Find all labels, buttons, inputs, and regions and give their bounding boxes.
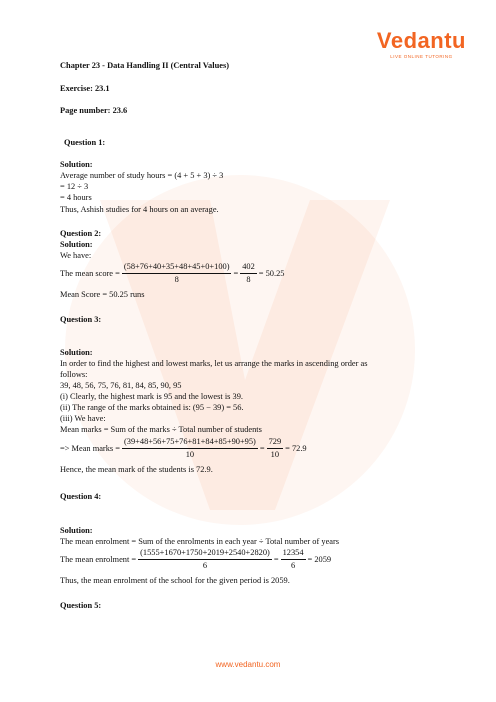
q3-fraction-1	[122, 437, 258, 460]
q2-mean-equation	[60, 262, 284, 285]
q3-mean-formula: Mean marks = Sum of the marks ÷ Total number of students	[60, 425, 262, 434]
q2-fraction-1	[122, 262, 232, 285]
q4-fraction-1	[138, 548, 272, 571]
q2-equals: =	[233, 269, 239, 278]
q3-line-1: In order to find the highest and lowest marks, let us arrange the marks in ascending order as	[60, 359, 368, 368]
q3-mean-equation	[60, 437, 307, 460]
logo-tagline: LIVE ONLINE TUTORING	[390, 54, 453, 59]
q3-equals: =	[259, 444, 265, 453]
q4-fraction-2-denominator: 6	[290, 561, 296, 570]
q4-equals: =	[273, 555, 279, 564]
q3-sorted-marks: 39, 48, 56, 75, 76, 81, 84, 85, 90, 95	[60, 381, 182, 390]
q2-mean-score: Mean Score = 50.25 runs	[60, 290, 145, 299]
q2-fraction-2	[240, 262, 257, 285]
q4-equation-lhs: The mean enrolment =	[60, 555, 137, 564]
q1-line-3: = 4 hours	[60, 193, 92, 202]
q2-fraction-2-numerator: 402	[240, 262, 257, 274]
question-3-title: Question 3:	[60, 315, 102, 324]
logo-wordmark: Vedantu	[376, 28, 466, 53]
q3-part-ii: (ii) The range of the marks obtained is: (95 − 39) = 56.	[60, 403, 244, 412]
footer-website-link[interactable]: www.vedantu.com	[215, 660, 281, 669]
q2-fraction-1-numerator: (58+76+40+35+48+45+0+100)	[122, 262, 232, 274]
q4-solution-label: Solution:	[60, 526, 93, 535]
q4-result: = 2059	[307, 555, 332, 564]
q4-fraction-1-denominator: 6	[202, 561, 208, 570]
exercise-label: Exercise: 23.1	[60, 84, 110, 93]
chapter-title: Chapter 23 - Data Handling II (Central Values)	[60, 61, 229, 70]
question-5-title: Question 5:	[60, 601, 102, 610]
q3-line-2: follows:	[60, 370, 88, 379]
q3-fraction-1-denominator: 10	[185, 450, 195, 459]
q3-fraction-2-denominator: 10	[270, 450, 280, 459]
question-4-title: Question 4:	[60, 492, 102, 501]
q3-solution-label: Solution:	[60, 348, 93, 357]
q1-line-4: Thus, Ashish studies for 4 hours on an average.	[60, 205, 219, 214]
q2-we-have: We have:	[60, 251, 92, 260]
q3-conclusion: Hence, the mean mark of the students is 72.9.	[60, 465, 213, 474]
page-number: Page number: 23.6	[60, 106, 128, 115]
q2-solution-label: Solution:	[60, 240, 93, 249]
q1-solution-label: Solution:	[60, 160, 93, 169]
question-1-title: Question 1:	[64, 138, 106, 147]
q3-fraction-2	[267, 437, 284, 460]
q3-fraction-2-numerator: 729	[267, 437, 284, 449]
q2-fraction-2-denominator: 8	[246, 275, 251, 284]
q3-part-i: (i) Clearly, the highest mark is 95 and the lowest is 39.	[60, 392, 243, 401]
q1-line-2: = 12 ÷ 3	[60, 182, 89, 191]
q2-fraction-1-denominator: 8	[174, 275, 179, 284]
q4-fraction-2-numerator: 12354	[281, 548, 306, 560]
q3-part-iii: (iii) We have:	[60, 414, 106, 423]
q4-formula: The mean enrolment = Sum of the enrolments in each year ÷ Total number of years	[60, 537, 340, 546]
q3-fraction-1-numerator: (39+48+56+75+76+81+84+85+90+95)	[122, 437, 258, 449]
q4-mean-equation	[60, 548, 331, 571]
q3-result: = 72.9	[285, 444, 307, 453]
q1-line-1: Average number of study hours = (4 + 5 + 3) ÷ 3	[60, 171, 224, 180]
vedantu-logo	[377, 30, 466, 59]
q2-result: = 50.25	[258, 269, 285, 278]
q4-fraction-1-numerator: (1555+1670+1750+2019+2540+2820)	[138, 548, 272, 560]
question-2-title: Question 2:	[60, 229, 102, 238]
q3-equation-lhs: => Mean marks =	[60, 444, 120, 453]
q4-conclusion: Thus, the mean enrolment of the school for the given period is 2059.	[60, 576, 290, 585]
q4-fraction-2	[281, 548, 306, 571]
q2-equation-lhs: The mean score =	[60, 269, 120, 278]
